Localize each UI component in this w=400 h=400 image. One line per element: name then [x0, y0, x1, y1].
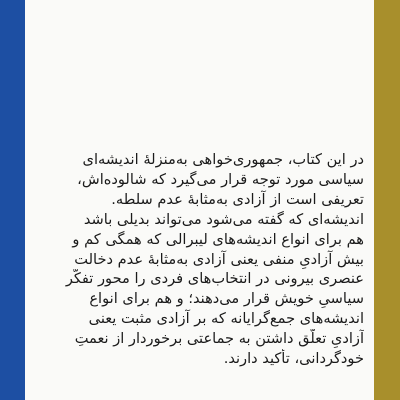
body-line: در این کتاب، جمهوری‌خواهی به‌منزلهٔ اندیشه‌ای	[82, 151, 364, 168]
body-line: سیاسیِ خویش قرار می‌دهند؛ و هم برای انواع	[89, 290, 364, 308]
body-line: هم برای انواع اندیشه‌های لیبرالی که همگی کم و	[72, 230, 364, 248]
body-line: عنصری بیرونی در انتخاب‌های فردی را محور تفکّر	[65, 270, 364, 288]
gold-side-band	[374, 0, 400, 400]
body-line: اندیشه‌های جمع‌گرایانه که بر آزادی مثبت یعنی	[88, 310, 364, 328]
blue-side-band	[0, 0, 25, 400]
body-text	[37, 150, 364, 369]
body-line: آزادیِ تعلّق داشتن به جماعتی برخوردار از نعمتِ	[74, 330, 364, 348]
body-line: تعریفی است از آزادی به‌مثابهٔ عدم سلطه.	[111, 190, 364, 208]
body-line: خودگردانی، تأکید دارند.	[223, 350, 364, 368]
body-line: سیاسی مورد توجه قرار می‌گیرد که شالوده‌اش،	[77, 170, 364, 188]
body-line: بیش آزادیِ منفی یعنی آزادی به‌مثابهٔ عدم دخالت	[74, 250, 364, 268]
body-line: اندیشه‌ای که گفته می‌شود می‌تواند بدیلی باشد	[83, 210, 364, 228]
